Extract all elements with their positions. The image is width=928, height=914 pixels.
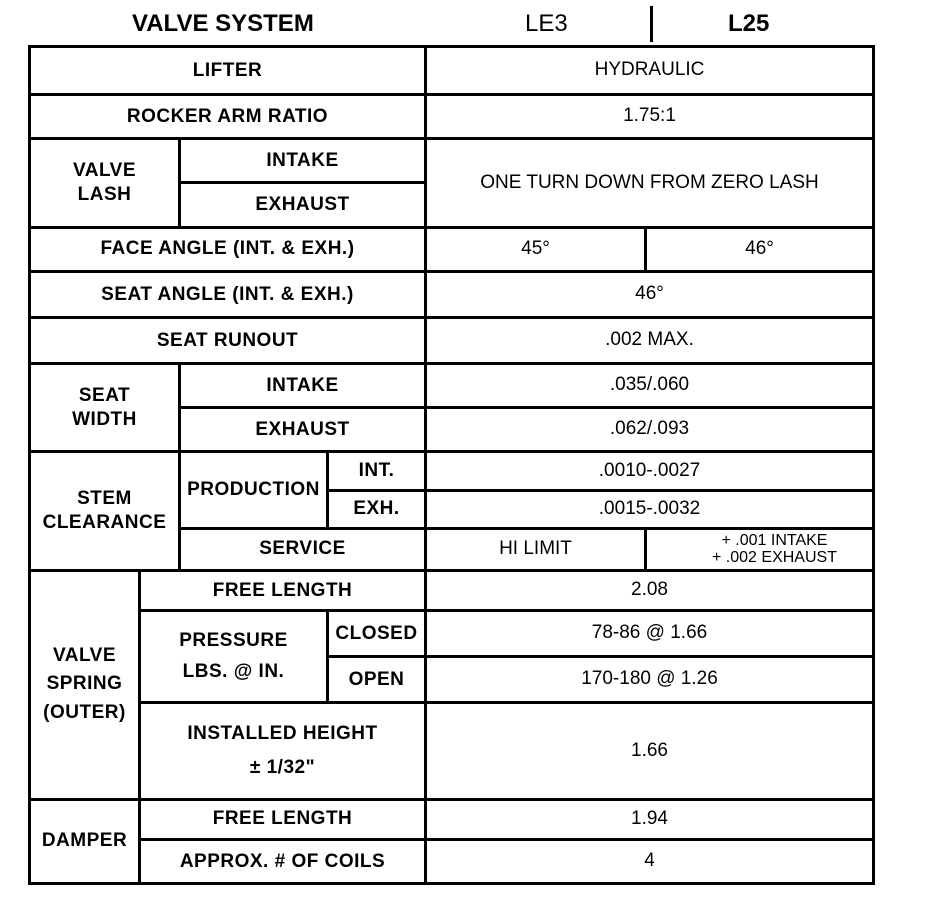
column-header-l25: L25	[728, 10, 770, 37]
valve-spring-label-line3: (OUTER)	[43, 701, 126, 723]
face-angle-label: FACE ANGLE (INT. & EXH.)	[30, 227, 426, 271]
stem-clearance-exh-label: EXH.	[328, 490, 426, 528]
rocker-arm-ratio-label: ROCKER ARM RATIO	[30, 95, 426, 139]
valve-spring-closed-value: 78-86 @ 1.66	[426, 610, 874, 656]
valve-lash-label	[30, 139, 180, 227]
valve-spring-open-value: 170-180 @ 1.26	[426, 657, 874, 703]
seat-angle-value: 46°	[426, 271, 874, 317]
stem-clearance-service-intake: + .001 INTAKE	[721, 531, 828, 549]
stem-clearance-service-tolerances	[646, 528, 874, 570]
row-lifter	[30, 47, 874, 95]
stem-clearance-label-line2: CLEARANCE	[42, 512, 167, 534]
damper-label: DAMPER	[30, 799, 140, 883]
damper-free-length-label: FREE LENGTH	[140, 799, 426, 839]
stem-clearance-int-label: INT.	[328, 452, 426, 490]
row-damper-coils	[30, 839, 874, 883]
stem-clearance-production-label: PRODUCTION	[180, 452, 328, 528]
valve-spring-closed-label: CLOSED	[328, 610, 426, 656]
damper-coils-value: 4	[426, 839, 874, 883]
seat-runout-value: .002 MAX.	[426, 317, 874, 363]
valve-system-spec-table	[28, 45, 875, 885]
seat-width-label-line2: WIDTH	[72, 408, 137, 430]
seat-width-label-line1: SEAT	[78, 385, 131, 407]
row-seat-runout	[30, 317, 874, 363]
page-title: VALVE SYSTEM	[132, 10, 314, 37]
valve-spring-installed-line1: INSTALLED HEIGHT	[187, 722, 378, 744]
header-divider	[650, 6, 653, 42]
valve-spring-label	[30, 570, 140, 799]
valve-spring-installed-height-value: 1.66	[426, 703, 874, 799]
seat-width-exhaust-value: .062/.093	[426, 408, 874, 452]
valve-lash-value: ONE TURN DOWN FROM ZERO LASH	[426, 139, 874, 227]
valve-lash-label-line1: VALVE	[72, 160, 137, 182]
stem-clearance-int-value: .0010-.0027	[426, 452, 874, 490]
valve-lash-intake-label: INTAKE	[180, 139, 426, 183]
valve-spring-open-label: OPEN	[328, 657, 426, 703]
damper-coils-label: APPROX. # OF COILS	[140, 839, 426, 883]
row-face-angle	[30, 227, 874, 271]
row-rocker-arm-ratio	[30, 95, 874, 139]
lifter-label: LIFTER	[30, 47, 426, 95]
column-header-le3: LE3	[525, 10, 568, 37]
valve-spring-label-line2: SPRING	[46, 673, 123, 695]
seat-width-intake-value: .035/.060	[426, 364, 874, 408]
row-valve-lash-intake	[30, 139, 874, 183]
lifter-value: HYDRAULIC	[426, 47, 874, 95]
stem-clearance-label-line1: STEM	[77, 488, 132, 510]
row-seat-angle	[30, 271, 874, 317]
valve-spring-free-length-value: 2.08	[426, 570, 874, 610]
row-stem-clearance-int	[30, 452, 874, 490]
valve-spring-pressure-label	[140, 610, 328, 702]
row-damper-free-length	[30, 799, 874, 839]
seat-width-exhaust-label: EXHAUST	[180, 408, 426, 452]
row-valve-spring-free-length	[30, 570, 874, 610]
stem-clearance-service-label: SERVICE	[180, 528, 426, 570]
valve-lash-exhaust-label: EXHAUST	[180, 183, 426, 227]
stem-clearance-exh-value: .0015-.0032	[426, 490, 874, 528]
stem-clearance-service-limit: HI LIMIT	[426, 528, 646, 570]
damper-free-length-value: 1.94	[426, 799, 874, 839]
valve-spring-installed-height-label	[140, 703, 426, 799]
row-seat-width-intake	[30, 364, 874, 408]
stem-clearance-service-exhaust: + .002 EXHAUST	[712, 549, 837, 567]
valve-lash-label-line2: LASH	[77, 183, 132, 205]
row-valve-spring-closed	[30, 610, 874, 656]
face-angle-le3-value: 45°	[426, 227, 646, 271]
valve-spring-installed-line2: ± 1/32"	[249, 756, 316, 778]
row-valve-spring-installed-height	[30, 703, 874, 799]
face-angle-l25-value: 46°	[646, 227, 874, 271]
seat-runout-label: SEAT RUNOUT	[30, 317, 426, 363]
valve-spring-free-length-label: FREE LENGTH	[140, 570, 426, 610]
seat-width-label	[30, 364, 180, 452]
valve-spring-label-line1: VALVE	[52, 644, 117, 666]
rocker-arm-ratio-value: 1.75:1	[426, 95, 874, 139]
stem-clearance-label	[30, 452, 180, 570]
seat-width-intake-label: INTAKE	[180, 364, 426, 408]
valve-spring-pressure-line2: LBS. @ IN.	[182, 660, 285, 682]
valve-spring-pressure-line1: PRESSURE	[179, 630, 288, 652]
seat-angle-label: SEAT ANGLE (INT. & EXH.)	[30, 271, 426, 317]
